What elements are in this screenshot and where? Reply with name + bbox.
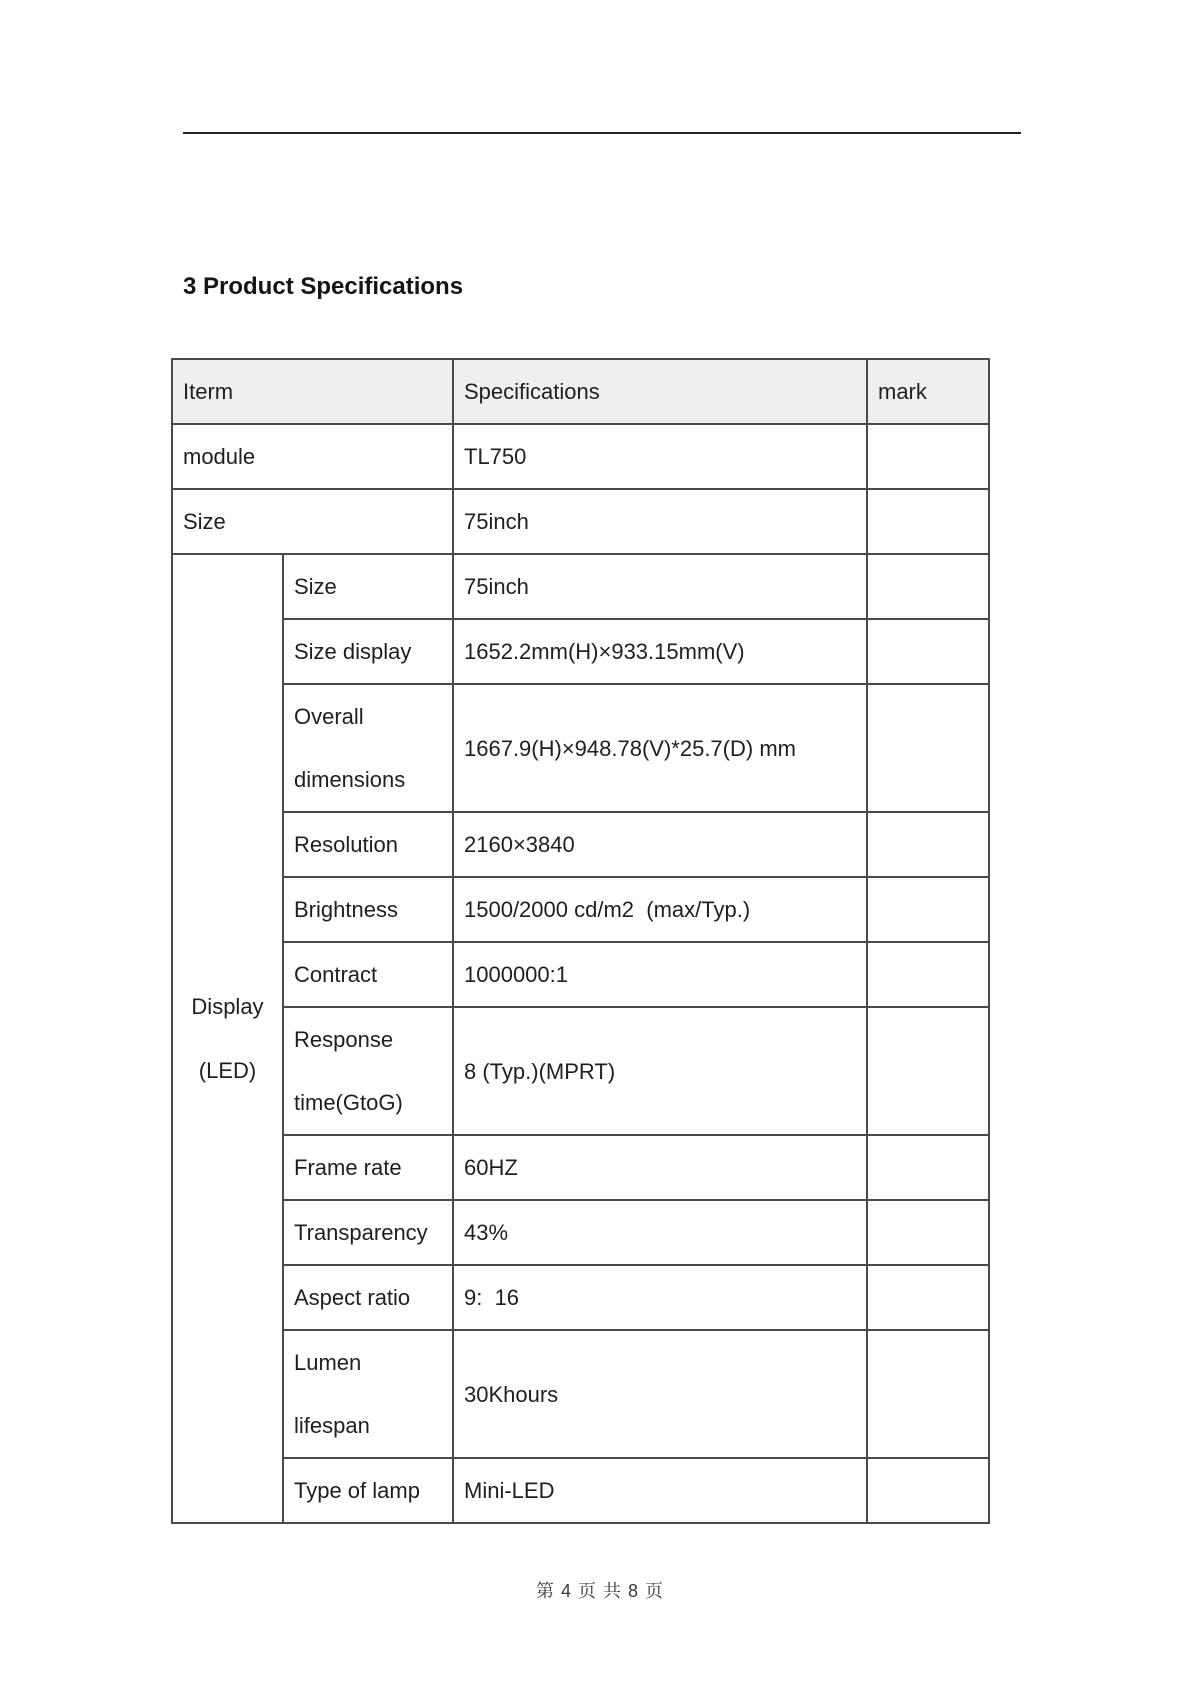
table-cell-item: Resolution xyxy=(283,812,453,877)
table-cell-mark xyxy=(867,489,989,554)
header-cell-mark: mark xyxy=(867,359,989,424)
table-row xyxy=(172,1458,989,1523)
header-cell-spec: Specifications xyxy=(453,359,867,424)
table-cell-spec: 1652.2mm(H)×933.15mm(V) xyxy=(453,619,867,684)
table-cell-spec: 75inch xyxy=(453,554,867,619)
table-cell-mark xyxy=(867,684,989,812)
table-row xyxy=(172,554,989,619)
table-row xyxy=(172,684,989,812)
table-cell-item: Frame rate xyxy=(283,1135,453,1200)
table-cell-item: Aspect ratio xyxy=(283,1265,453,1330)
page-footer: 第 4 页 共 8 页 xyxy=(535,1581,665,1601)
table-cell-spec: 43% xyxy=(453,1200,867,1265)
table-row xyxy=(172,942,989,1007)
table-cell-spec: Mini-LED xyxy=(453,1458,867,1523)
table-cell-spec: 8 (Typ.)(MPRT) xyxy=(453,1007,867,1135)
table-row xyxy=(172,877,989,942)
table-cell-mark xyxy=(867,424,989,489)
table-cell-mark xyxy=(867,619,989,684)
table-cell-item: Transparency xyxy=(283,1200,453,1265)
product-spec-table xyxy=(171,358,990,1524)
table-row xyxy=(172,1200,989,1265)
table-row xyxy=(172,424,989,489)
table-cell-mark xyxy=(867,1265,989,1330)
table-cell-mark xyxy=(867,1135,989,1200)
group-cell-display-led xyxy=(172,554,283,1523)
table-cell-spec: 9: 16 xyxy=(453,1265,867,1330)
table-cell-spec: 2160×3840 xyxy=(453,812,867,877)
table-cell-mark xyxy=(867,1007,989,1135)
table-row xyxy=(172,619,989,684)
table-row xyxy=(172,489,989,554)
table-cell-item: Size xyxy=(283,554,453,619)
table-cell-spec: 60HZ xyxy=(453,1135,867,1200)
table-cell-mark xyxy=(867,812,989,877)
table-cell-item: Size display xyxy=(283,619,453,684)
table-row xyxy=(172,1265,989,1330)
table-cell-mark xyxy=(867,942,989,1007)
group-label-line: (LED) xyxy=(198,1057,257,1083)
table-cell-mark xyxy=(867,1330,989,1458)
table-cell-item: Brightness xyxy=(283,877,453,942)
table-cell-spec: 1667.9(H)×948.78(V)*25.7(D) mm xyxy=(453,684,867,812)
table-cell-spec: 75inch xyxy=(453,489,867,554)
table-row xyxy=(172,1007,989,1135)
table-cell-mark xyxy=(867,554,989,619)
table-cell-mark xyxy=(867,877,989,942)
table-cell-spec: 30Khours xyxy=(453,1330,867,1458)
table-cell-item: Size xyxy=(172,489,453,554)
table-cell-item: Type of lamp xyxy=(283,1458,453,1523)
table-cell-item: Contract xyxy=(283,942,453,1007)
section-title: 3 Product Specifications xyxy=(183,273,464,300)
header-rule xyxy=(183,132,1021,134)
group-label-line: Display xyxy=(191,994,264,1019)
table-cell-item: Overall dimensions xyxy=(283,684,453,812)
table-cell-mark xyxy=(867,1200,989,1265)
table-header-row xyxy=(172,359,989,424)
table-row xyxy=(172,1135,989,1200)
table-cell-spec: TL750 xyxy=(453,424,867,489)
table-cell-mark xyxy=(867,1458,989,1523)
table-cell-spec: 1000000:1 xyxy=(453,942,867,1007)
table-row xyxy=(172,1330,989,1458)
table-row xyxy=(172,812,989,877)
table-cell-item: Lumen lifespan xyxy=(283,1330,453,1458)
header-cell-item: Iterm xyxy=(172,359,453,424)
table-cell-item: module xyxy=(172,424,453,489)
table-cell-spec: 1500/2000 cd/m2 (max/Typ.) xyxy=(453,877,867,942)
table-cell-item: Response time(GtoG) xyxy=(283,1007,453,1135)
